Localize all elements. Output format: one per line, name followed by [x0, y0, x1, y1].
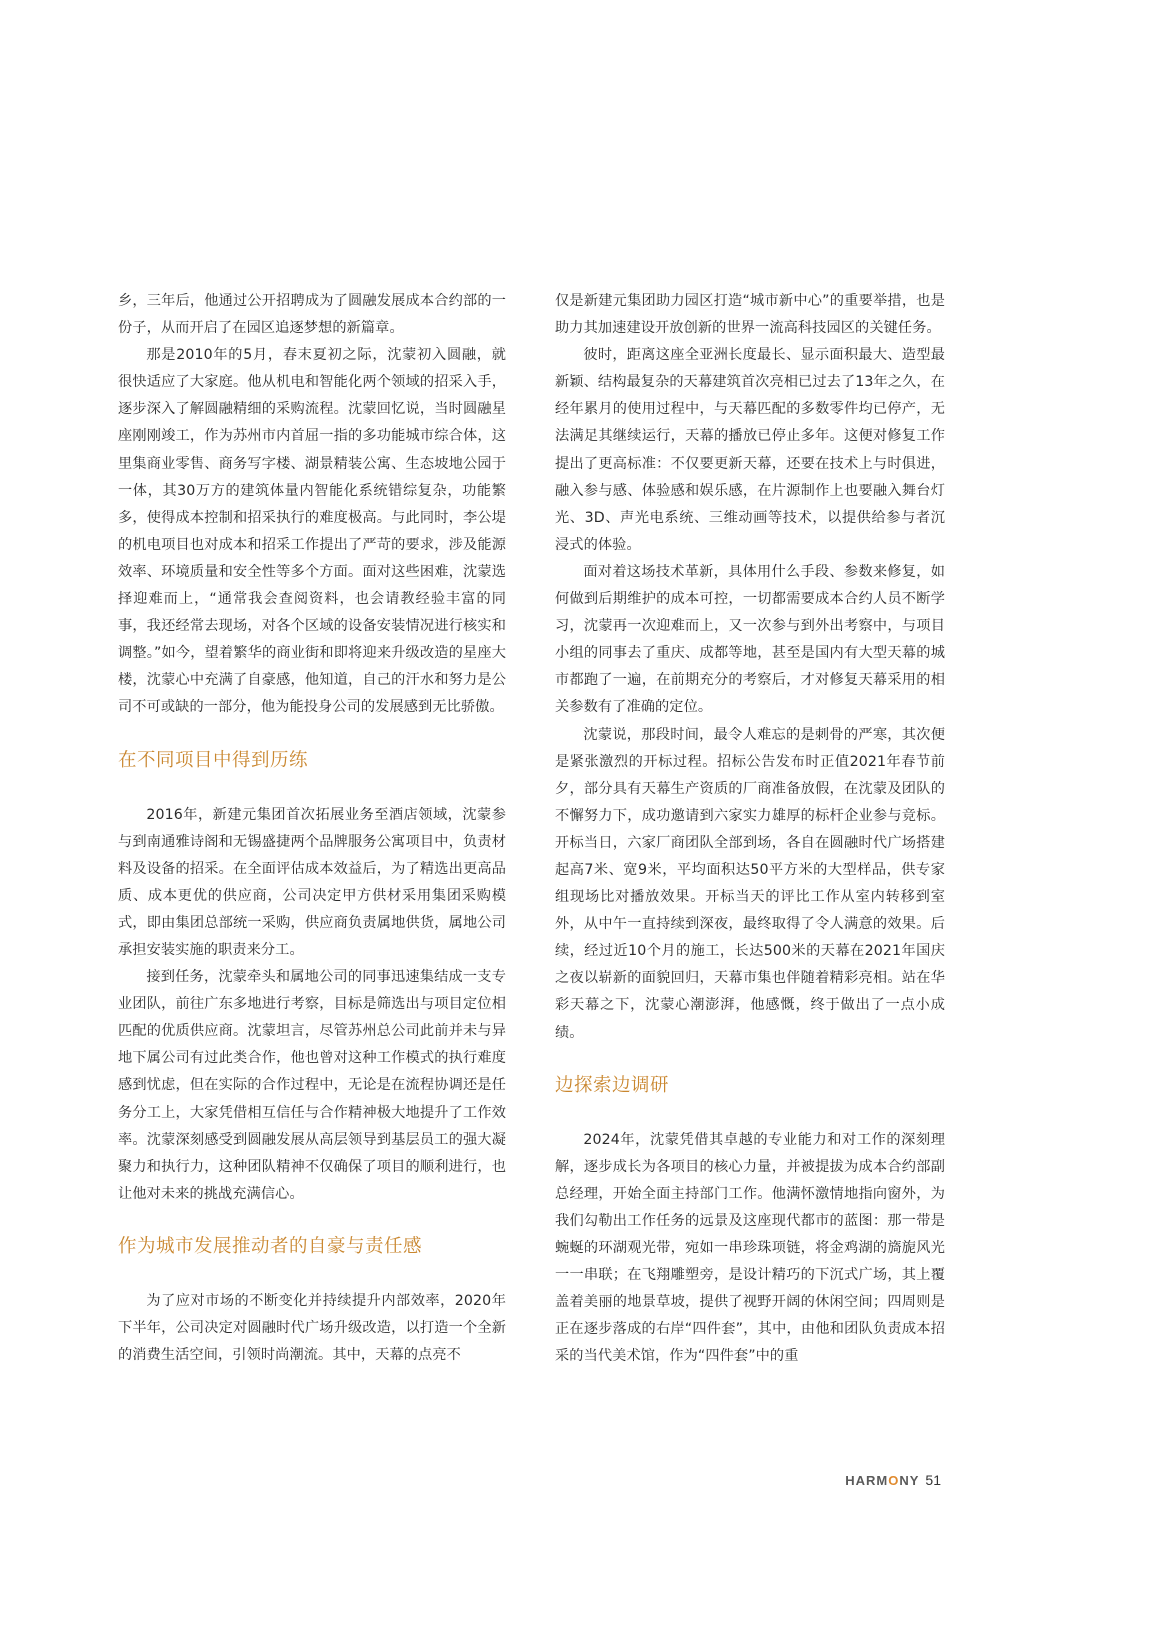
- left-column: [118, 288, 506, 1369]
- section-heading: 作为城市发展推动者的自豪与责任感: [118, 1235, 423, 1257]
- right-column: [555, 288, 945, 1370]
- paragraph: 为了应对市场的不断变化并持续提升内部效率，2020年下半年，公司决定对圆融时代广场升级改造，以打造一个全新的消费生活空间，引领时尚潮流。其中，天幕的点亮不: [118, 1292, 506, 1364]
- paragraph: 2024年，沈蒙凭借其卓越的专业能力和对工作的深刻理解，逐步成长为各项目的核心力量，并被提拔为成本合约部副总经理，开始全面主持部门工作。他满怀激情地指向窗外，为我们勾勒出工作任务的远景及这座现代都市的蓝图：那一带是蜿蜒的环湖观光带，宛如一串珍珠项链，将金鸡湖的旖旎风光一一串联；在飞翔雕塑旁，是设计精巧的下沉式广场，其上覆盖着美丽的地景草坡，提供了视野开阔的休闲空间；四周则是正在逐步落成的右岸“四件套”，其中，由他和团队负责成本招采的当代美术馆，作为“四件套”中的重: [555, 1131, 945, 1365]
- logo-text-part: NY: [899, 1473, 920, 1488]
- section-heading: 边探索边调研: [555, 1074, 670, 1096]
- magazine-logo: [845, 1473, 919, 1488]
- section-heading: 在不同项目中得到历练: [118, 749, 309, 771]
- page-number: 51: [925, 1472, 941, 1488]
- logo-text-part: HARM: [845, 1473, 889, 1488]
- paragraph: 面对着这场技术革新，具体用什么手段、参数来修复，如何做到后期维护的成本可控，一切都需要成本合约人员不断学习，沈蒙再一次迎难而上，又一次参与到外出考察中，与项目小组的同事去了重庆、成都等地，甚至是国内有大型天幕的城市都跑了一遍，在前期充分的考察后，才对修复天幕采用的相关参数有了准确的定位。: [555, 563, 945, 716]
- paragraph: 2016年，新建元集团首次拓展业务至酒店领域，沈蒙参与到南通雅诗阁和无锡盛捷两个品牌服务公寓项目中，负责材料及设备的招采。在全面评估成本效益后，为了精选出更高品质、成本更优的供应商，公司决定甲方供材采用集团采购模式，即由集团总部统一采购，供应商负责属地供货，属地公司承担安装实施的职责来分工。: [118, 806, 506, 958]
- paragraph: 接到任务，沈蒙牵头和属地公司的同事迅速集结成一支专业团队，前往广东多地进行考察，目标是筛选出与项目定位相匹配的优质供应商。沈蒙坦言，尽管苏州总公司此前并未与异地下属公司有过此类合作，他也曾对这种工作模式的执行难度感到忧虑，但在实际的合作过程中，无论是在流程协调还是任务分工上，大家凭借相互信任与合作精神极大地提升了工作效率。沈蒙深刻感受到圆融发展从高层领导到基层员工的强大凝聚力和执行力，这种团队精神不仅确保了项目的顺利进行，也让他对未来的挑战充满信心。: [118, 969, 506, 1202]
- paragraph: 沈蒙说，那段时间，最令人难忘的是刺骨的严寒，其次便是紧张激烈的开标过程。招标公告发布时正值2021年春节前夕，部分具有天幕生产资质的厂商准备放假，在沈蒙及团队的不懈努力下，成功邀请到六家实力雄厚的标杆企业参与竞标。开标当日，六家厂商团队全部到场，各自在圆融时代广场搭建起高7米、宽9米，平均面积达50平方米的大型样品，供专家组现场比对播放效果。开标当天的评比工作从室内转移到室外，从中午一直持续到深夜，最终取得了令人满意的效果。后续，经过近10个月的施工，长达500米的天幕在2021年国庆之夜以崭新的面貌回归，天幕市集也伴随着精彩亮相。站在华彩天幕之下，沈蒙心潮澎湃，他感慨，终于做出了一点小成绩。: [555, 726, 945, 1041]
- paragraph: 乡，三年后，他通过公开招聘成为了圆融发展成本合约部的一份子，从而开启了在园区追逐梦想的新篇章。: [118, 293, 506, 337]
- paragraph: 仅是新建元集团助力园区打造“城市新中心”的重要举措，也是助力其加速建设开放创新的世界一流高科技园区的关键任务。: [555, 293, 945, 337]
- paragraph: 那是2010年的5月，春末夏初之际，沈蒙初入圆融，就很快适应了大家庭。他从机电和智能化两个领域的招采入手，逐步深入了解圆融精细的采购流程。沈蒙回忆说，当时圆融星座刚刚竣工，作为苏州市内首屈一指的多功能城市综合体，这里集商业零售、商务写字楼、湖景精装公寓、生态坡地公园于一体，其30万方的建筑体量内智能化系统错综复杂，功能繁多，使得成本控制和招采执行的难度极高。与此同时，李公堤的机电项目也对成本和招采工作提出了严苛的要求，涉及能源效率、环境质量和安全性等多个方面。面对这些困难，沈蒙选择迎难而上，“通常我会查阅资料，也会请教经验丰富的同事，我还经常去现场，对各个区域的设备安装情况进行核实和调整。”如今，望着繁华的商业街和即将迎来升级改造的星座大楼，沈蒙心中充满了自豪感，他知道，自己的汗水和努力是公司不可或缺的一部分，他为能投身公司的发展感到无比骄傲。: [118, 347, 506, 716]
- page-footer: [845, 1472, 941, 1488]
- logo-text-accent: O: [888, 1473, 900, 1488]
- paragraph: 彼时，距离这座全亚洲长度最长、显示面积最大、造型最新颖、结构最复杂的天幕建筑首次亮相已过去了13年之久，在经年累月的使用过程中，与天幕匹配的多数零件均已停产，无法满足其继续运行，天幕的播放已停止多年。这便对修复工作提出了更高标准：不仅要更新天幕，还要在技术上与时俱进，融入参与感、体验感和娱乐感，在片源制作上也要融入舞台灯光、3D、声光电系统、三维动画等技术，以提供给参与者沉浸式的体验。: [555, 347, 945, 553]
